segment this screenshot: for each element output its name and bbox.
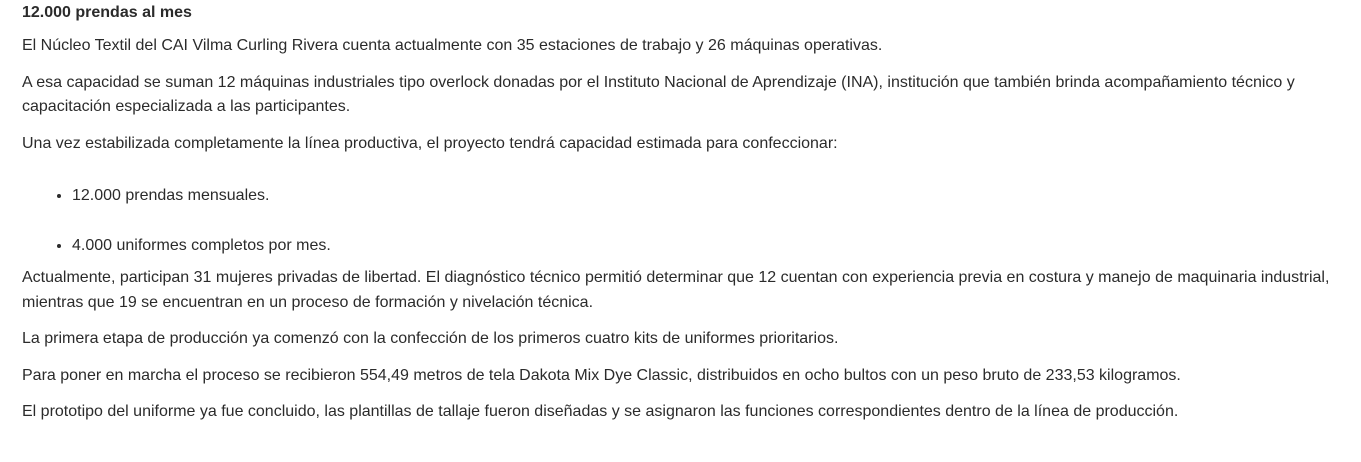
paragraph-participants: Actualmente, participan 31 mujeres privadas de libertad. El diagnóstico técnico permitió determinar que 12 cuentan con experiencia previa en costura y manejo de maquinaria industrial, mientras que 19 se encuentran en un proceso de formación y nivelación técnica. — [22, 269, 1330, 311]
paragraph-workstations: El Núcleo Textil del CAI Vilma Curling Rivera cuenta actualmente con 35 estaciones de trabajo y 26 máquinas operativas. — [22, 37, 883, 54]
capacity-list — [22, 184, 1352, 258]
paragraph-first-stage: La primera etapa de producción ya comenzó con la confección de los primeros cuatro kits de uniformes prioritarios. — [22, 330, 839, 347]
paragraph-fabric: Para poner en marcha el proceso se recibieron 554,49 metros de tela Dakota Mix Dye Classic, distribuidos en ocho bultos con un peso bruto de 233,53 kilogramos. — [22, 366, 1181, 384]
list-item: • 12.000 prendas mensuales. — [72, 184, 1352, 209]
paragraph-overlock-machines: A esa capacidad se suman 12 máquinas industriales tipo overlock donadas por el Instituto Nacional de Aprendizaje (INA), institución que también brinda acompañamiento técnico y capacitación especializada a las participantes. — [22, 73, 1295, 115]
list-item: • 4.000 uniformes completos por mes. — [72, 234, 1352, 259]
section-heading: 12.000 prendas al mes — [22, 4, 192, 21]
paragraph-prototype: El prototipo del uniforme ya fue concluido, las plantillas de tallaje fueron diseñadas y se asignaron las funciones correspondientes dentro de la línea de producción. — [22, 403, 1179, 420]
paragraph-capacity-intro: Una vez estabilizada completamente la línea productiva, el proyecto tendrá capacidad estimada para confeccionar: — [22, 134, 838, 152]
